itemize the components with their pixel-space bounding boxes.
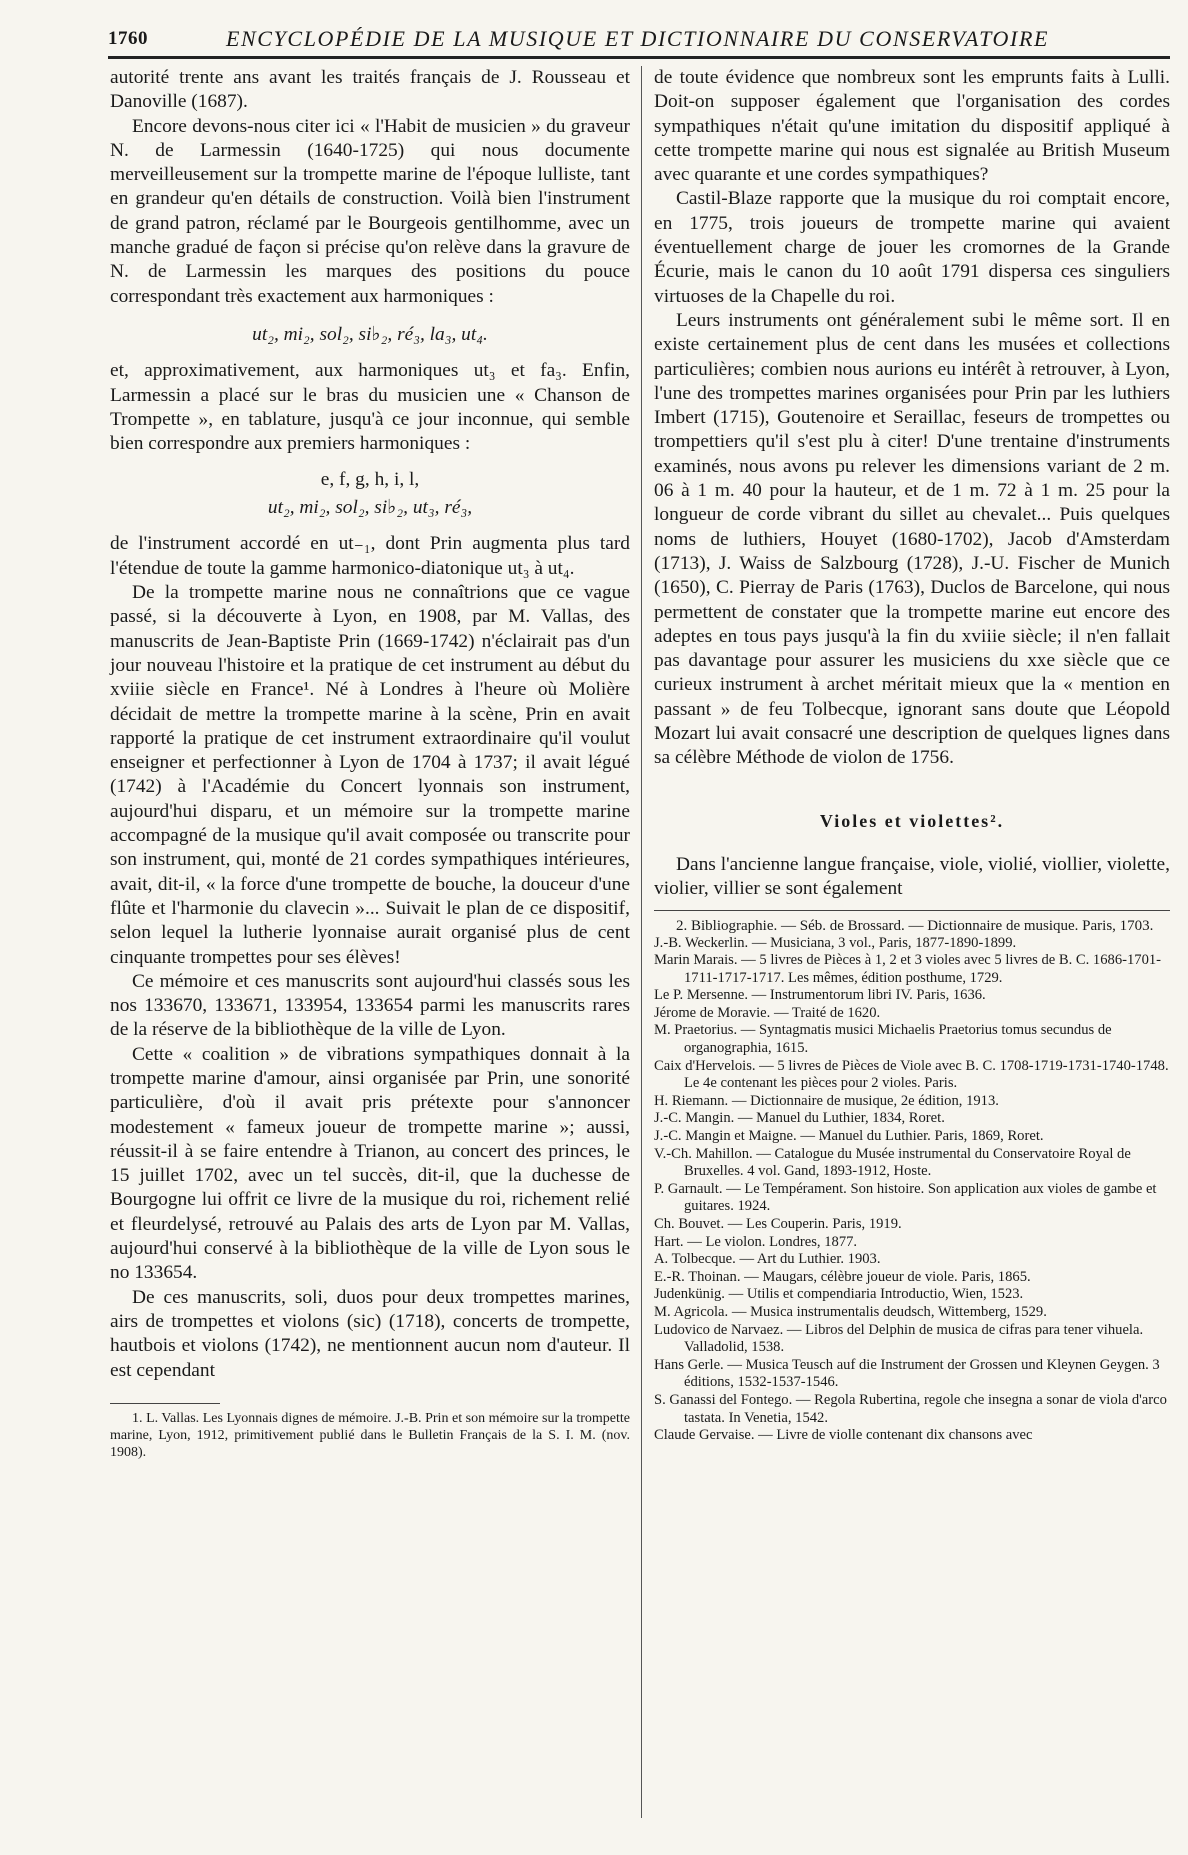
bibliography-entry: M. Praetorius. — Syntagmatis musici Michaelis Praetorius tomus secundus de organographia, 1615. [654,1022,1112,1057]
paragraph: Encore devons-nous citer ici « l'Habit de musicien » du graveur N. de Larmessin (1640-1725) qui nous documente merveilleusement sur la trompette marine de l'époque lulliste, tant en grandeur qu'en détails de construction. Voilà bien l'instrument de grand patron, réclamé par le Bourgeois gentilhomme, avec un manche gradué de façon si précise qu'on relève dans la gravure de N. de Larmessin les marques des positions du pouce correspondant très exactement aux harmoniques : [110,115,630,307]
bibliography-entry: J.-C. Mangin. — Manuel du Luthier, 1834, Roret. [654,1110,945,1127]
bibliography-entry: Claude Gervaise. — Livre de violle contenant dix chansons avec [654,1427,1033,1444]
paragraph: De la trompette marine nous ne connaîtrions que ce vague passé, si la découverte à Lyon, en 1908, par M. Vallas, des manuscrits de Jean-Baptiste Prin (1669-1742) n'éclairait pas d'un jour nouveau l'histoire et la pratique de cet instrument au début du xviiie siècle en France¹. Né à Londres à l'heure où Molière décidait de mettre la trompette marine à la scène, Prin en avait rapporté la pratique de cet instrument extraordinaire qu'il voulut enseigner et perfectionner à Lyon de 1704 à 1737; il avait légué (1742) à l'Académie du Concert lyonnais son instrument, aujourd'hui disparu, et un mémoire sur la trompette marine accompagné de la musique qu'il avait composée ou transcrite pour son instrument, qui, monté de 21 cordes sympathiques intérieures, avait, dit-il, « la force d'une trompette de bouche, la douceur d'une flûte et l'harmonie du clavecin »... Suivait le plan de ce dispositif, selon lequel la lutherie lyonnaise aurait organisé plus de cent cinquante trompettes pour ses élèves! [110,582,630,968]
running-title: ENCYCLOPÉDIE DE LA MUSIQUE ET DICTIONNAIRE DU CONSERVATOIRE [226,26,1050,51]
section-title: Violes et violettes². [819,810,1005,831]
bibliography-entry: Marin Marais. — 5 livres de Pièces à 1, 2 et 3 violes avec 5 livres de B. C. 1686-1701-1711-1717-1717. Les mêmes, édition posthume, 1729. [654,952,1162,986]
bibliography-entry: P. Garnault. — Le Tempérament. Son histoire. Son application aux violes de gambe et guitares. 1924. [654,1180,1157,1215]
paragraph: Dans l'ancienne langue française, viole, violié, viollier, violette, violier, villier se sont également [654,853,1170,900]
header-rule [108,56,1170,59]
bibliography-entry: Hans Gerle. — Musica Teusch auf die Instrument der Grossen und Kleynen Geygen. 3 éditions, 1532-1537-1546. [654,1356,1160,1391]
column-divider [641,66,642,1818]
bibliography-entry: V.-Ch. Mahillon. — Catalogue du Musée instrumental du Conservatoire Royal de Bruxelles. 4 vol. Gand, 1893-1912, Hoste. [654,1145,1131,1180]
bibliography-entry: Ludovico de Narvaez. — Libros del Delphin de musica de cifras para tener vihuela. Valladolid, 1538. [654,1321,1144,1356]
bibliography-entry: J.-C. Mangin et Maigne. — Manuel du Luthier. Paris, 1869, Roret. [654,1128,1044,1145]
bibliography-list [654,935,1170,1445]
tablature-notes: ut₂, mi₂, sol₂, si♭₂, ut₃, ré₃, [267,497,473,519]
left-column [110,66,630,1461]
bibliography-entry: M. Agricola. — Musica instrumentalis deudsch, Wittemberg, 1529. [654,1303,1047,1320]
bibliography-entry: Jérome de Moravie. — Traité de 1620. [654,1004,881,1021]
bibliography-entry: H. Riemann. — Dictionnaire de musique, 2e édition, 1913. [654,1092,999,1109]
bibliography-rule [654,910,1170,911]
bibliography-entry: Le P. Mersenne. — Instrumentorum libri IV. Paris, 1636. [654,987,986,1004]
page-number: 1760 [108,28,148,49]
paragraph: de toute évidence que nombreux sont les emprunts faits à Lulli. Doit-on supposer également que l'organisation des cordes sympathiques n'était qu'une imitation du dispositif appliqué à cette trompette marine qui nous est signalée au British Museum avec quarante et une cordes sympathiques? [654,67,1170,186]
bibliography-heading: 2. Bibliographie. — Séb. de Brossard. — Dictionnaire de musique. Paris, 1703. [676,917,1154,934]
harmonics-formula: ut₂, mi₂, sol₂, si♭₂, ré₃, la₃, ut₄. [252,323,488,345]
page-header [108,24,1170,60]
bibliography-entry: J.-B. Weckerlin. — Musiciana, 3 vol., Paris, 1877-1890-1899. [654,934,1017,951]
tablature-letters: e, f, g, h, i, l, [320,469,420,491]
bibliography-entry: Judenkünig. — Utilis et compendiaria Introductio, Wien, 1523. [654,1286,1024,1303]
paragraph: Castil-Blaze rapporte que la musique du roi comptait encore, en 1775, trois joueurs de trompette marine qui avaient éventuellement charge de jouer les cromornes de la Grande Écurie, mais le canon du 10 août 1791 dispersa ces singuliers virtuoses de la Chapelle du roi. [654,188,1170,307]
paragraph: Cette « coalition » de vibrations sympathiques donnait à la trompette marine d'amour, ainsi organisée par Prin, une sonorité particulière, d'où il avait pris prétexte pour s'annoncer modestement « fameux joueur de trompette marine »; aussi, réussit-il à se faire entendre à Trianon, au concert des princes, le 15 juillet 1702, avec un tel succès, dit-il, que la duchesse de Bourgogne lui offrit ce livre de la musique du roi, richement relié et fleurdelysé, retrouvé au Palais des arts de Lyon par M. Vallas, aujourd'hui conservé à la bibliothèque de la ville de Lyon sous le no 133654. [110,1043,630,1284]
bibliography-entry: A. Tolbecque. — Art du Luthier. 1903. [654,1251,881,1268]
bibliography-entry: Ch. Bouvet. — Les Couperin. Paris, 1919. [654,1216,902,1232]
bibliography-entry: E.-R. Thoinan. — Maugars, célèbre joueur de viole. Paris, 1865. [654,1268,1031,1285]
bibliography-entry: S. Ganassi del Fontego. — Regola Rubertina, regole che insegna a sonar de viola d'arco tastata. In Venetia, 1542. [654,1391,1167,1426]
right-column [654,66,1170,1445]
paragraph: Ce mémoire et ces manuscrits sont aujourd'hui classés sous les nos 133670, 133671, 133954, 133654 parmi les manuscrits rares de la réserve de la bibliothèque de la ville de Lyon. [110,970,630,1041]
footnote-rule [110,1403,220,1404]
bibliography-entry: Hart. — Le violon. Londres, 1877. [654,1233,858,1250]
bibliography-entry: Caix d'Hervelois. — 5 livres de Pièces de Viole avec B. C. 1708-1719-1731-1740-1748. Le 4e contenant les pièces pour 2 violes. Paris. [654,1057,1169,1092]
tablature-formula [110,466,630,522]
footnote: 1. L. Vallas. Les Lyonnais dignes de mémoire. J.-B. Prin et son mémoire sur la trompette marine, Lyon, 1912, primitivement publié dans le Bulletin Français de la S. I. M. (nov. 1908). [110,1410,630,1460]
paragraph: et, approximativement, aux harmoniques ut₃ et fa₃. Enfin, Larmessin a placé sur le bras du musicien une « Chanson de Trompette », en tablature, jusqu'à ce jour inconnue, qui semble bien correspondre aux premiers harmoniques : [110,360,630,455]
paragraph: autorité trente ans avant les traités français de J. Rousseau et Danoville (1687). [110,67,630,113]
paragraph: Leurs instruments ont généralement subi le même sort. Il en existe certainement plus de cent dans les musées et collections particulières; combien nous aurions eu intérêt à retrouver, à Lyon, l'une des trompettes marines organisées pour Prin par les luthiers Imbert (1715), Goutenoire et Seraillac, feseurs de trompettes ou trompettiers qu'il s'est plu à citer! D'une trentaine d'instruments examinés, nous avons pu relever les dimensions variant de 2 m. 06 à 1 m. 40 pour la hauteur, et de 1 m. 72 à 1 m. 25 pour la longueur de corde vibrant du sillet au chevalet... Puis quelques noms de luthiers, Houyet (1680-1702), Jacob d'Amsterdam (1713), J. Waiss de Salzbourg (1728), J.-U. Fischer de Munich (1650), C. Pierray de Paris (1763), Duclos de Barcelone, qui nous permettent de constater que la trompette marine eut encore des adeptes en tous pays jusqu'à la fin du xviiie siècle; il n'en fallait pas davantage pour assurer les musiciens du xxe siècle que ce curieux instrument à archet méritait mieux que la « mention en passant » de feu Tolbecque, ignorant sans doute que Léopold Mozart lui avait consacré une description de quelques lignes dans sa célèbre Méthode de violon de 1756. [654,309,1170,769]
paragraph: de l'instrument accordé en ut₋₁, dont Prin augmenta plus tard l'étendue de toute la gamme harmonico-diatonique ut₃ à ut₄. [110,533,630,579]
paragraph: De ces manuscrits, soli, duos pour deux trompettes marines, airs de trompettes et violons (sic) (1718), concerts de trompette, hautbois et violons (1742), ne mentionnent aucun nom d'auteur. Il est cependant [110,1286,630,1381]
